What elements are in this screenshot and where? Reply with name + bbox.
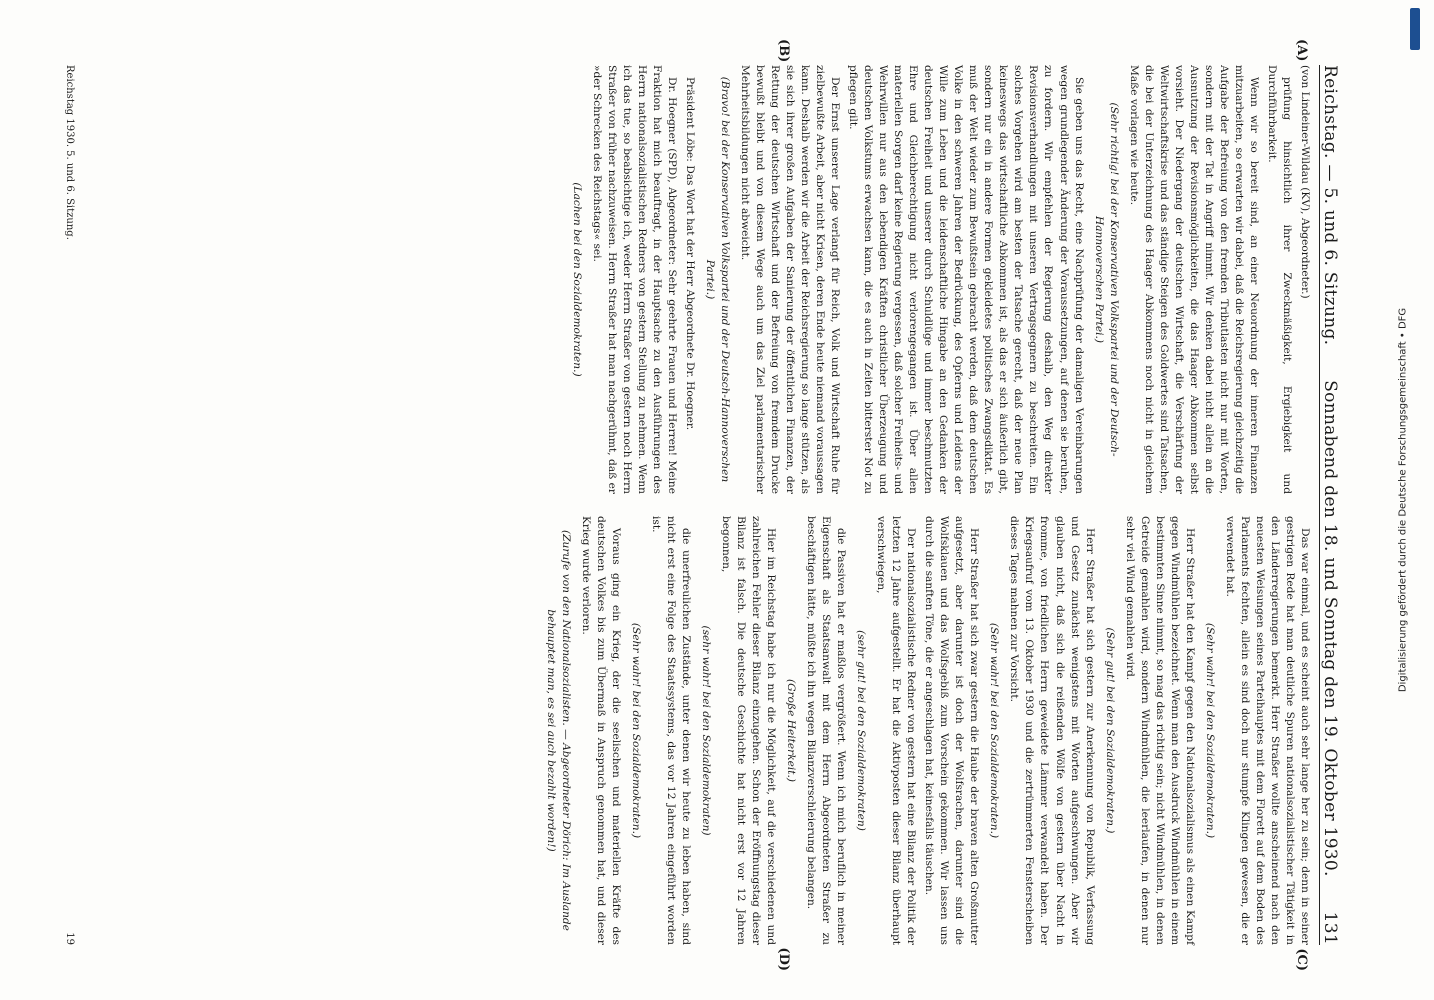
margin-mark-c: (C) bbox=[1294, 948, 1309, 971]
running-header bbox=[1319, 65, 1360, 945]
margin-mark-b: (B) bbox=[776, 39, 791, 63]
footer-left: Reichstag 1930. 5. und 6. Sitzung. bbox=[64, 65, 75, 240]
left-column bbox=[82, 39, 1312, 494]
rotated-page bbox=[60, 39, 1360, 971]
header-date: Sonnabend den 18. und Sonntag den 19. Oktober 1930. bbox=[1320, 380, 1340, 877]
paragraph: Wenn wir so bereit sind, an einer Neuordnung der inneren Finanzen mitzuarbeiten, so erwarten wir dabei, daß die Reichsregierung gleichzeitig die Aufgabe der Befreiung von den fremden Tributlasten nicht nur mit Worten, sondern mit der Tat in Angriff nimmt. Wir denken dabei nicht allein an die Ausnutzung der Revisionsmöglichkeiten, die das Haager Abkommen selbst vorsieht. Der Niedergang der deutschen Wirtschaft, die Verschärfung der Weltwirtschaftskrise und das ständige Steigen des Goldwertes sind Tatsachen, die bei der Unterzeichnung des Haager Abkommens noch nicht in gleichem Maße vorlagen wie heute. bbox=[1127, 65, 1260, 494]
footer-right: 19 bbox=[64, 932, 75, 945]
text-columns bbox=[82, 39, 1312, 971]
right-column bbox=[82, 516, 1312, 971]
paragraph: Hier im Reichstag habe ich nur die Möglichkeit, auf die verschiedenen und zahlreichen Fehler dieser Bilanz einzugehen. Schon der Eröffnungstag dieser Bilanz ist falsch. Die deutsche Geschichte hat nicht erst vor 12 Jahren begonnen, bbox=[719, 516, 777, 945]
digitization-note bbox=[1394, 40, 1412, 960]
paragraph: Herr Straßer hat den Kampf gegen den Nationalsozialismus als einen Kampf gegen Windmühlen bezeichnet. Wenn man den Ausdruck Windmühlen in einem bestimmten Sinne nimmt, so mag das richtig sein; nicht Windmühlen, in denen Getreide gemahlen wird, sondern Windmühlen, die leerlaufen, in denen nur sehr viel Wind gemahlen wird. bbox=[1123, 516, 1196, 945]
page-number: 131 bbox=[1320, 911, 1340, 945]
interjection: (Sehr wahr! bei den Sozialdemokraten.) bbox=[988, 622, 1001, 839]
paragraph: Der Ernst unserer Lage verlangt für Reich, Volk und Wirtschaft Ruhe für zielbewußte Arbeit, aber nicht Krisen, deren Ende heute niemand voraussagen kann. Deshalb werden wir die Arbeit der Reichsregierung so lange stützen, als sie sich ihrer großen Aufgaben der Sanierung der öffentlichen Finanzen, der Rettung der deutschen Wirtschaft und der Befreiung von fremdem Drucke bewußt bleibt und von diesem Wege auch um das Ziel parlamentarischer Mehrheitsbildungen nicht abweicht. bbox=[738, 65, 842, 494]
interjection: (Sehr wahr! bei den Sozialdemokraten.) bbox=[1203, 622, 1216, 839]
paragraph: Präsident Löbe: Das Wort hat der Herr Abgeordnete Dr. Hoegner. bbox=[683, 77, 696, 431]
header-left: Reichstag. — 5. und 6. Sitzung. bbox=[1320, 65, 1340, 346]
interjection: (Lachen bei den Sozialdemokraten.) bbox=[570, 182, 583, 377]
paragraph: Herr Straßer hat sich zwar gestern die Haube der braven alten Großmutter aufgesetzt, aber darunter ist doch der Wolfsrachen, darunter sind die Wolfsklauen und das Wolfsgebiß zum Vorschein gekommen. Wir lassen uns durch die sanften Töne, die er angeschlagen hat, keinesfalls täuschen. bbox=[923, 516, 981, 945]
paragraph: prüfung hinsichtlich ihrer Zweckmäßigkeit, Ergiebigkeit und Durchführbarkeit. bbox=[1265, 65, 1293, 494]
interjection: (Sehr gut! bei den Sozialdemokraten.) bbox=[1103, 627, 1116, 834]
paragraph: Sie geben uns das Recht, eine Nachprüfung der damaligen Vereinbarungen wegen grundlegender Änderung der Voraussetzungen, auf denen sie beruhen, zu fordern. Wir empfehlen der Regierung deshalb, den Weg direkter Revisionsverhandlungen mit unseren Vertragsgegnern zu beschreiten. Ein solches Vorgehen wird am besten der Tatsache gerecht, daß der neue Plan keineswegs das wirtschaftliche Abkommen ist, als das er sich äußerlich gibt, sondern nur ein in andere Formen gekleidetes politisches Zwangsdiktat. Es muß der Welt wieder zum Bewußtsein gebracht werden, daß dem deutschen Volke in den schweren Jahren der Bedrückung, des Opferns und Leidens der Wille zum Leben und die leidenschaftliche Hingabe an den Gedanken der deutschen Freiheit und unserer durch Schuldlüge und immer beschmutzten Ehre und Gleichberechtigung nicht verlorengegangen ist. Über allen materiellen Sorgen darf keine Regierung vergessen, daß solcher Freiheits- und Wehrwillen nur aus den lebendigen Kräften christlicher Überzeugung und deutschen Volkstums erwachsen kann, die es auch in Zeiten bitterster Not zu pflegen gilt. bbox=[847, 65, 1085, 494]
paragraph: die Passiven hat er maßlos vergrößert. Wenn ich mich beruflich in meiner Eigenschaft als Staatsanwalt mit dem Herrn Abgeordneten Straßer zu beschäftigen hätte, müßte ich ihn wegen Bilanzverschleierung belangen. bbox=[805, 516, 848, 945]
margin-mark-a: (A) bbox=[1294, 39, 1309, 62]
speaker-reference: (von Lindeiner-Wildau (KV), Abgeordneter.) bbox=[1299, 65, 1311, 299]
interjection: (Zurufe von den Nationalsozialisten. — Abgeordneter Dörich: Im Auslande behauptet man, es sei auch bezahlt worden!) bbox=[544, 530, 572, 931]
interjection: (sehr wahr! bei den Sozialdemokraten) bbox=[699, 625, 712, 836]
paragraph: Dr. Hoegner (SPD), Abgeordneter: Sehr geehrte Frauen und Herren! Meine Fraktion hat mich beauftragt, in der Hauptsache zu den Ausführungen des Herrn nationalsozialistischen Redners von gestern Stellung zu nehmen. Wenn ich das tue, so beabsichtige ich, weder Herrn Straßer von gestern noch Herrn Straßer von früher nachzuweisen. Herrn Straßer hat man nachgerühmt, daß er »der Schrecken des Reichstags« sei. bbox=[590, 65, 678, 494]
paragraph: Voraus ging ein Krieg, der die seelischen und materiellen Kräfte des deutschen Volkes bis zum Übermaß in Anspruch genommen hat, und dieser Krieg wurde verloren. bbox=[579, 516, 622, 945]
paragraph: die unerfreulichen Zustände, unter denen wir heute zu leben haben, sind nicht erst eine Folge des Staatssystems, das vor 12 Jahren eingeführt worden ist. bbox=[649, 516, 692, 945]
page-footer bbox=[64, 65, 75, 945]
interjection: (Große Heiterkeit.) bbox=[785, 678, 798, 783]
interjection: (Bravo! bei der Konservativen Volkspartei und der Deutsch-Hannoverschen Partei.) bbox=[703, 76, 731, 483]
margin-mark-d: (D) bbox=[776, 947, 791, 971]
interjection: (Sehr richtig! bei der Konservativen Volkspartei und der Deutsch-Hannoverschen Partei.) bbox=[1092, 102, 1120, 457]
digitization-note-text: Digitalisierung gefördert durch die Deutsche Forschungsgemeinschaft • DFG bbox=[1397, 307, 1409, 693]
interjection: (sehr gut! bei den Sozialdemokraten) bbox=[855, 630, 868, 831]
paragraph: Der nationalsozialistische Redner von gestern hat eine Bilanz der Politik der letzten 12 Jahre aufgestellt. Er hat die Aktivposten dieser Bilanz überhaupt verschwiegen, bbox=[875, 516, 918, 945]
paragraph: Herr Straßer hat sich gestern zur Anerkennung von Republik, Verfassung und Gesetz zunächst wenigstens mit Worten aufgeschwungen. Aber wir glauben nicht, daß sich die reißenden Wölfe von gestern über Nacht in fromme, von friedlichen Herrn geweidete Lämmer verwandelt haben. Der Kriegsaufruf vom 13. Oktober 1930 und die zertrümmerten Fensterscheiben dieses Tages mahnen zur Vorsicht. bbox=[1008, 516, 1096, 945]
interjection: (Sehr wahr! bei den Sozialdemokraten.) bbox=[629, 622, 642, 839]
paragraph: Das war einmal, und es scheint auch sehr lange her zu sein; denn in seiner gestrigen Rede hat man deutliche Spuren nationalsozialistischer Tätigkeit in den Länderregierungen bemerkt. Herr Straßer wollte anscheinend nach den neuesten Weisungen seines Parteihauptes mit dem Florett auf dem Boden des Parlaments fechten, allein es sind doch nur stumpfe Klingen gewesen, die er verwendet hat. bbox=[1223, 516, 1311, 945]
